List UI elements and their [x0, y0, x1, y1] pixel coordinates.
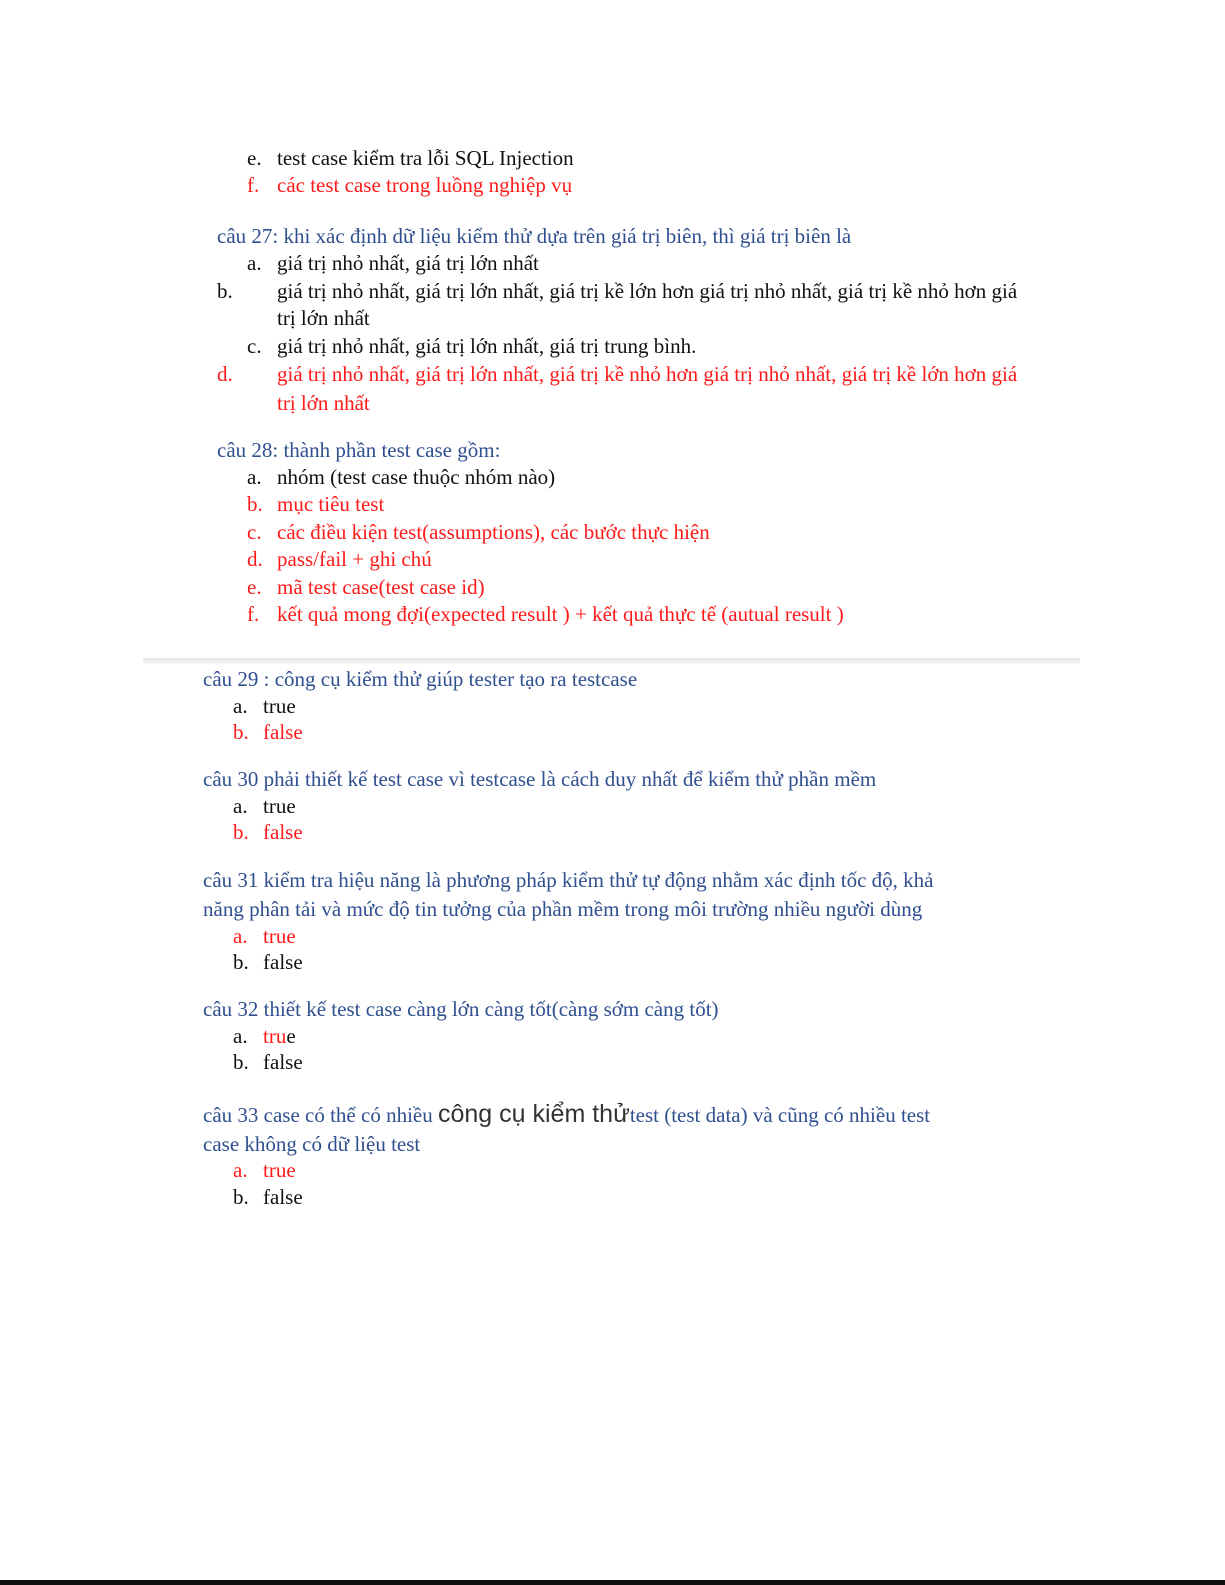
option-text: nhóm (test case thuộc nhóm nào): [277, 465, 556, 489]
option-label: d.: [217, 362, 233, 386]
question-32: câu 32 thiết kế test case càng lớn càng tốt(càng sớm càng tốt): [203, 997, 719, 1021]
question-33-line2: case không có dữ liệu test: [203, 1132, 421, 1156]
option-31b: [233, 949, 303, 976]
option-label: c.: [247, 334, 262, 358]
option-text: các điều kiện test(assumptions), các bước thực hiện: [277, 520, 710, 544]
option-label: e.: [247, 146, 262, 170]
option-label: a.: [233, 1024, 248, 1048]
option-label: c.: [247, 520, 262, 544]
option-text-red: tru: [263, 1024, 287, 1048]
option-30a: [233, 793, 296, 820]
option-29b: [233, 719, 303, 746]
option-text: false: [263, 820, 303, 844]
option-label: a.: [233, 924, 248, 948]
option-text: giá trị nhỏ nhất, giá trị lớn nhất, giá trị trung bình.: [277, 334, 697, 358]
option-label: f.: [247, 173, 260, 197]
option-label: b.: [233, 1050, 249, 1074]
option-33b: [233, 1184, 303, 1211]
option-text: true: [263, 694, 296, 718]
option-31a: [233, 923, 296, 950]
question-31-line2: năng phân tải và mức độ tin tưởng của phần mềm trong môi trường nhiều người dùng: [203, 897, 923, 921]
question-29: câu 29 : công cụ kiểm thử giúp tester tạo ra testcase: [203, 667, 638, 691]
bottom-border: [0, 1580, 1225, 1585]
question-33-part2: test (test data) và cũng có nhiều test: [629, 1103, 931, 1127]
option-text: true: [263, 924, 296, 948]
option-f: [247, 172, 572, 199]
option-label: f.: [247, 602, 260, 626]
option-28b: [247, 491, 384, 518]
option-text: giá trị nhỏ nhất, giá trị lớn nhất, giá trị kề nhỏ hơn giá trị nhỏ nhất, giá trị kề lớn hơn giá trị lớn nhất: [277, 362, 1018, 415]
option-29a: [233, 693, 296, 720]
question-33-big: công cụ kiểm thử: [437, 1100, 630, 1128]
option-33a: [233, 1157, 296, 1184]
question-30: câu 30 phải thiết kế test case vì testcase là cách duy nhất để kiểm thử phần mềm: [203, 767, 877, 791]
option-27b: [217, 278, 1037, 332]
option-text: pass/fail + ghi chú: [277, 547, 432, 571]
option-text: true: [263, 1158, 296, 1182]
option-label: b.: [233, 720, 249, 744]
question-31-line1: câu 31 kiểm tra hiệu năng là phương pháp kiểm thử tự động nhằm xác định tốc độ, khả: [203, 868, 934, 892]
question-33-part1: câu 33 case có thể có nhiều: [203, 1103, 438, 1127]
page-divider: [143, 658, 1080, 664]
option-label: a.: [233, 794, 248, 818]
option-text: kết quả mong đợi(expected result ) + kết quả thực tế (autual result ): [277, 602, 844, 626]
option-text: true: [263, 794, 296, 818]
option-28d: [247, 546, 432, 573]
option-label: d.: [247, 547, 263, 571]
option-text: false: [263, 1185, 303, 1209]
option-30b: [233, 819, 303, 846]
question-27: câu 27: khi xác định dữ liệu kiểm thử dựa trên giá trị biên, thì giá trị biên là: [217, 224, 852, 248]
question-33-line1: [203, 1100, 1225, 1130]
option-32b: [233, 1049, 303, 1076]
option-label: b.: [233, 820, 249, 844]
option-label: b.: [233, 1185, 249, 1209]
option-label: e.: [247, 575, 262, 599]
option-27c: [247, 333, 696, 360]
option-text: false: [263, 950, 303, 974]
option-text: false: [263, 720, 303, 744]
option-text: test case kiểm tra lỗi SQL Injection: [277, 146, 574, 170]
option-label: b.: [233, 950, 249, 974]
option-text: mục tiêu test: [277, 492, 385, 516]
question-28: câu 28: thành phần test case gồm:: [217, 438, 501, 462]
option-label: a.: [233, 1158, 248, 1182]
option-28a: [247, 464, 555, 491]
option-text: các test case trong luồng nghiệp vụ: [277, 173, 573, 197]
option-label: a.: [247, 251, 262, 275]
option-label: b.: [247, 492, 263, 516]
option-label: a.: [247, 465, 262, 489]
option-text: mã test case(test case id): [277, 575, 485, 599]
option-27d: [217, 360, 1037, 418]
option-label: a.: [233, 694, 248, 718]
option-text: giá trị nhỏ nhất, giá trị lớn nhất, giá trị kề lớn hơn giá trị nhỏ nhất, giá trị kề nhỏ hơn giá trị lớn nhất: [277, 279, 1018, 330]
option-32a: [233, 1023, 296, 1050]
option-28e: [247, 574, 485, 601]
option-28f: [247, 601, 844, 628]
option-text: giá trị nhỏ nhất, giá trị lớn nhất: [277, 251, 539, 275]
option-label: b.: [217, 279, 233, 303]
option-28c: [247, 519, 710, 546]
option-27a: [247, 250, 539, 277]
option-e: [247, 145, 574, 172]
option-text-rest: e: [286, 1024, 296, 1048]
option-text: false: [263, 1050, 303, 1074]
